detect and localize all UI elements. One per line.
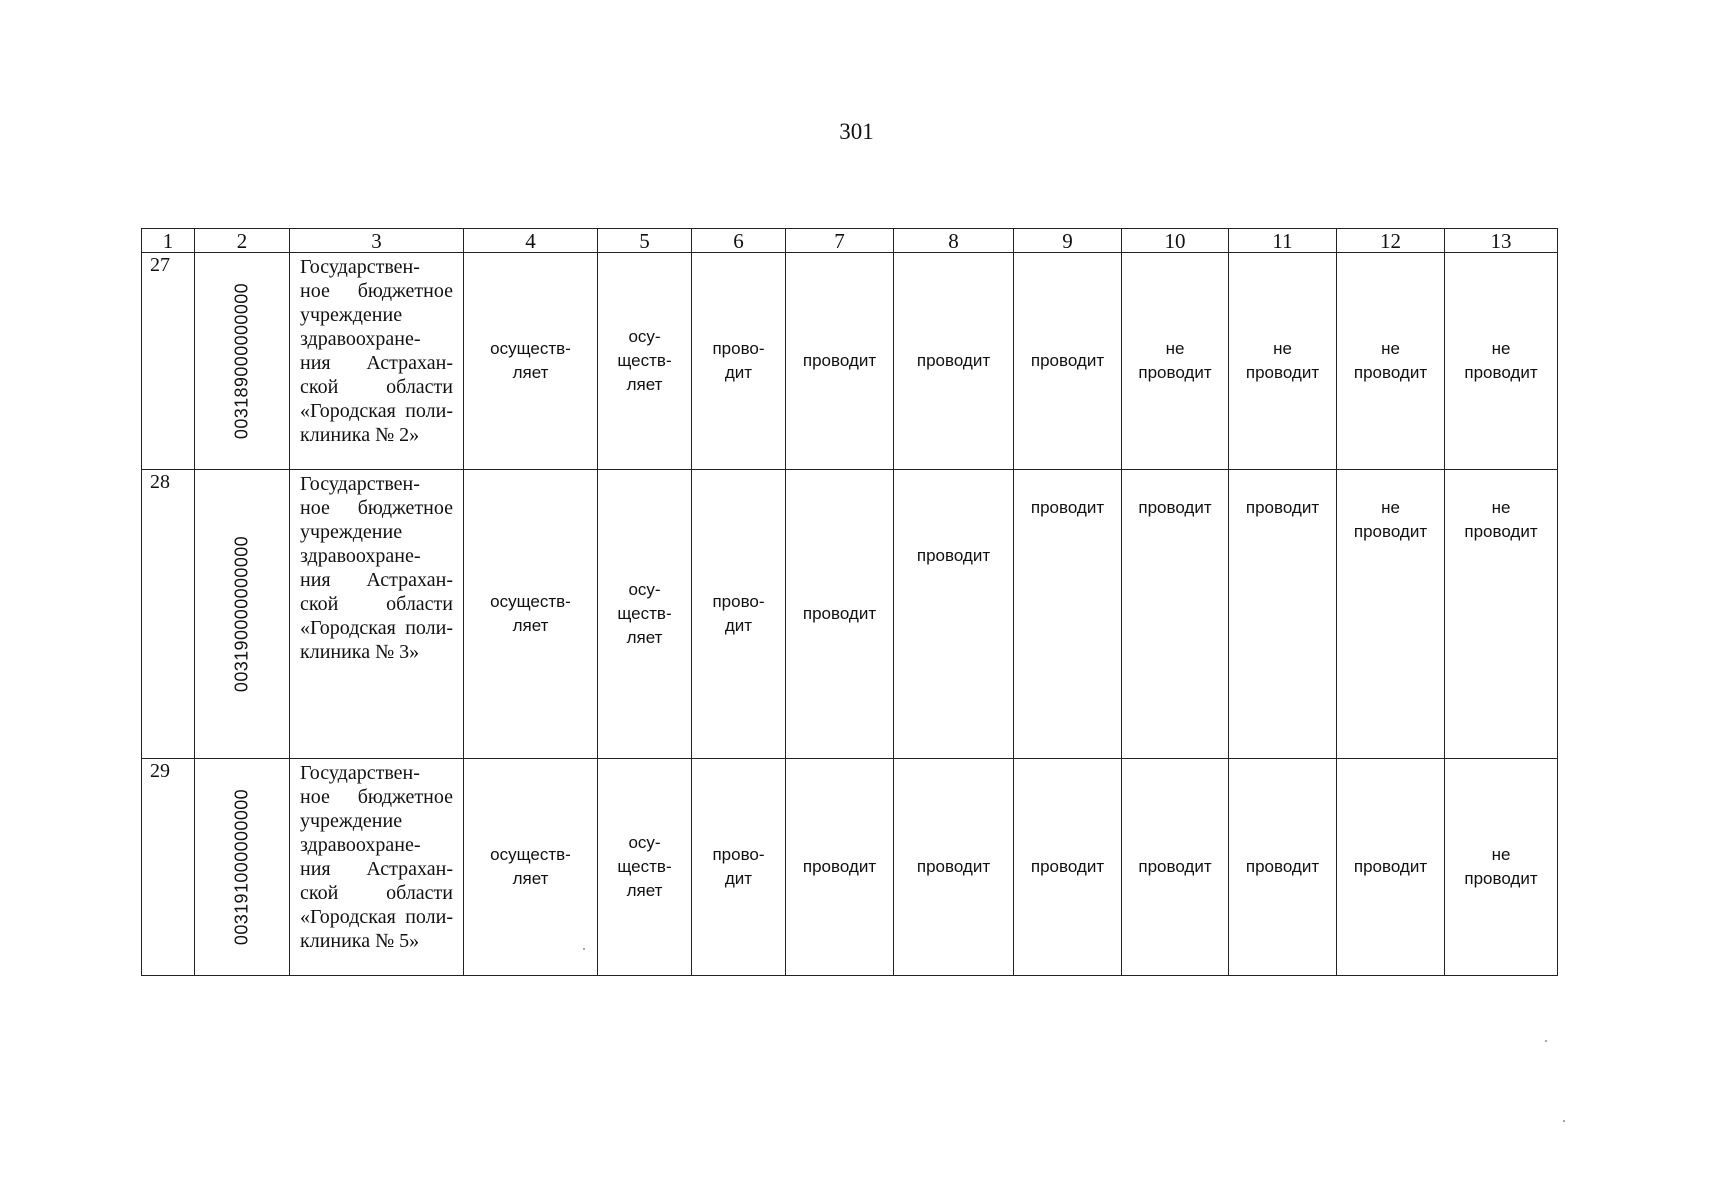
cell-col-13 [1445, 759, 1558, 976]
column-header-1: 1 [142, 229, 195, 253]
cell-col-5 [598, 253, 692, 470]
name-line: здравоохране- [300, 545, 421, 567]
cell-col-6 [692, 253, 786, 470]
column-header-11: 11 [1229, 229, 1337, 253]
column-header-8: 8 [894, 229, 1014, 253]
header-row [142, 229, 1558, 253]
cell-text: проводит [1245, 498, 1320, 517]
cell-text: проводит [1138, 363, 1212, 382]
name-line: «Городская поли- [300, 617, 453, 639]
cell-text: ществ- [617, 351, 672, 370]
column-header-5: 5 [598, 229, 692, 253]
name-line: «Городская поли- [300, 400, 453, 422]
cell-text: осуществ- [490, 592, 571, 611]
name-line: клиника № 3» [300, 641, 420, 663]
scan-speck [1563, 1120, 1565, 1122]
name-line: Государствен- [300, 473, 420, 495]
cell-text: дит [724, 616, 753, 635]
cell-text: проводит [1245, 363, 1320, 382]
cell-text: дит [724, 869, 753, 888]
cell-text: проводит [1030, 351, 1105, 370]
cell-col-8 [894, 470, 1014, 759]
column-header-7: 7 [786, 229, 894, 253]
cell-text: не [1491, 339, 1511, 358]
cell-col-12 [1337, 759, 1445, 976]
registry-code-cell [195, 253, 290, 470]
name-line: ния Астрахан- [300, 352, 453, 374]
cell-col-8 [894, 759, 1014, 976]
name-line: ской области [300, 376, 453, 398]
cell-text: проводит [1353, 522, 1428, 541]
cell-text: не [1273, 339, 1292, 358]
cell-text: ляет [512, 869, 549, 888]
cell-col-4 [464, 759, 598, 976]
cell-text: проводит [1138, 857, 1212, 876]
cell-text: прово- [712, 845, 765, 864]
name-line: ния Астрахан- [300, 858, 453, 880]
cell-text: проводит [1030, 857, 1105, 876]
name-line: ное бюджетное [300, 280, 453, 302]
cell-col-9 [1014, 253, 1122, 470]
column-header-2: 2 [195, 229, 290, 253]
cell-text: осу- [628, 580, 661, 599]
data-table [141, 228, 1558, 976]
cell-text: не [1381, 498, 1400, 517]
cell-col-13 [1445, 470, 1558, 759]
cell-col-11 [1229, 759, 1337, 976]
column-header-12: 12 [1337, 229, 1445, 253]
name-line: клиника № 2» [300, 424, 420, 446]
name-line: клиника № 5» [300, 930, 420, 952]
cell-text: прово- [712, 339, 765, 358]
name-line: ное бюджетное [300, 497, 453, 519]
cell-col-12 [1337, 470, 1445, 759]
cell-text: проводит [1464, 522, 1538, 541]
registry-code: 003191000000000 [231, 788, 252, 946]
cell-text: дит [724, 363, 753, 382]
cell-text: проводит [1030, 498, 1105, 517]
institution-name [290, 253, 464, 470]
column-header-9: 9 [1014, 229, 1122, 253]
cell-text: проводит [802, 351, 877, 370]
cell-text: прово- [712, 592, 765, 611]
cell-text: осу- [628, 327, 661, 346]
cell-col-5 [598, 759, 692, 976]
table-row [142, 470, 1558, 759]
cell-col-9 [1014, 470, 1122, 759]
column-header-3: 3 [290, 229, 464, 253]
cell-text: проводит [1245, 857, 1320, 876]
cell-text: проводит [1353, 363, 1428, 382]
cell-col-6 [692, 759, 786, 976]
cell-text: проводит [802, 857, 877, 876]
cell-text: ществ- [617, 857, 672, 876]
cell-text: ляет [626, 375, 663, 394]
cell-col-7 [786, 759, 894, 976]
cell-text: ляет [512, 363, 549, 382]
cell-text: не [1491, 498, 1511, 517]
registry-code-cell [195, 759, 290, 976]
cell-col-8 [894, 253, 1014, 470]
cell-col-10 [1122, 759, 1229, 976]
column-header-6: 6 [692, 229, 786, 253]
cell-text: проводит [916, 857, 991, 876]
cell-col-10 [1122, 253, 1229, 470]
cell-col-11 [1229, 253, 1337, 470]
registry-code-cell [195, 470, 290, 759]
cell-col-4 [464, 253, 598, 470]
column-header-10: 10 [1122, 229, 1229, 253]
name-line: ния Астрахан- [300, 569, 453, 591]
name-line: учреждение [300, 521, 403, 543]
scan-speck [1545, 1040, 1547, 1042]
page-number: 301 [839, 119, 874, 144]
cell-text: проводит [1464, 363, 1538, 382]
table-row [142, 253, 1558, 470]
cell-text: проводит [1353, 857, 1428, 876]
cell-col-7 [786, 253, 894, 470]
scan-speck [583, 948, 585, 950]
name-line: здравоохране- [300, 328, 421, 350]
cell-col-13 [1445, 253, 1558, 470]
cell-text: ляет [512, 616, 549, 635]
name-line: «Городская поли- [300, 906, 453, 928]
name-line: Государствен- [300, 256, 420, 278]
cell-text: ляет [626, 628, 663, 647]
table-row [142, 759, 1558, 976]
cell-text: проводит [916, 351, 991, 370]
cell-text: ществ- [617, 604, 672, 623]
name-line: учреждение [300, 810, 403, 832]
cell-text: осу- [628, 833, 661, 852]
row-number: 28 [142, 470, 195, 759]
cell-text: проводит [1138, 498, 1212, 517]
cell-col-12 [1337, 253, 1445, 470]
name-line: здравоохране- [300, 834, 421, 856]
cell-text: не [1381, 339, 1400, 358]
name-line: ской области [300, 593, 453, 615]
registry-code: 003190000000000 [231, 535, 252, 693]
name-line: ской области [300, 882, 453, 904]
name-line: ное бюджетное [300, 786, 453, 808]
name-line: Государствен- [300, 762, 420, 784]
cell-text: осуществ- [490, 845, 571, 864]
cell-text: не [1491, 845, 1511, 864]
cell-text: осуществ- [490, 339, 571, 358]
registry-code: 003189000000000 [231, 282, 252, 440]
column-header-13: 13 [1445, 229, 1558, 253]
cell-text: проводит [916, 546, 991, 565]
row-number: 29 [142, 759, 195, 976]
cell-col-7 [786, 470, 894, 759]
cell-col-6 [692, 470, 786, 759]
column-header-4: 4 [464, 229, 598, 253]
cell-col-5 [598, 470, 692, 759]
row-number: 27 [142, 253, 195, 470]
cell-text: проводит [1464, 869, 1538, 888]
cell-col-10 [1122, 470, 1229, 759]
institution-name [290, 759, 464, 976]
institution-name [290, 470, 464, 759]
cell-col-11 [1229, 470, 1337, 759]
cell-col-9 [1014, 759, 1122, 976]
cell-text: ляет [626, 881, 663, 900]
cell-text: проводит [802, 604, 877, 623]
cell-col-4 [464, 470, 598, 759]
cell-text: не [1165, 339, 1185, 358]
name-line: учреждение [300, 304, 403, 326]
